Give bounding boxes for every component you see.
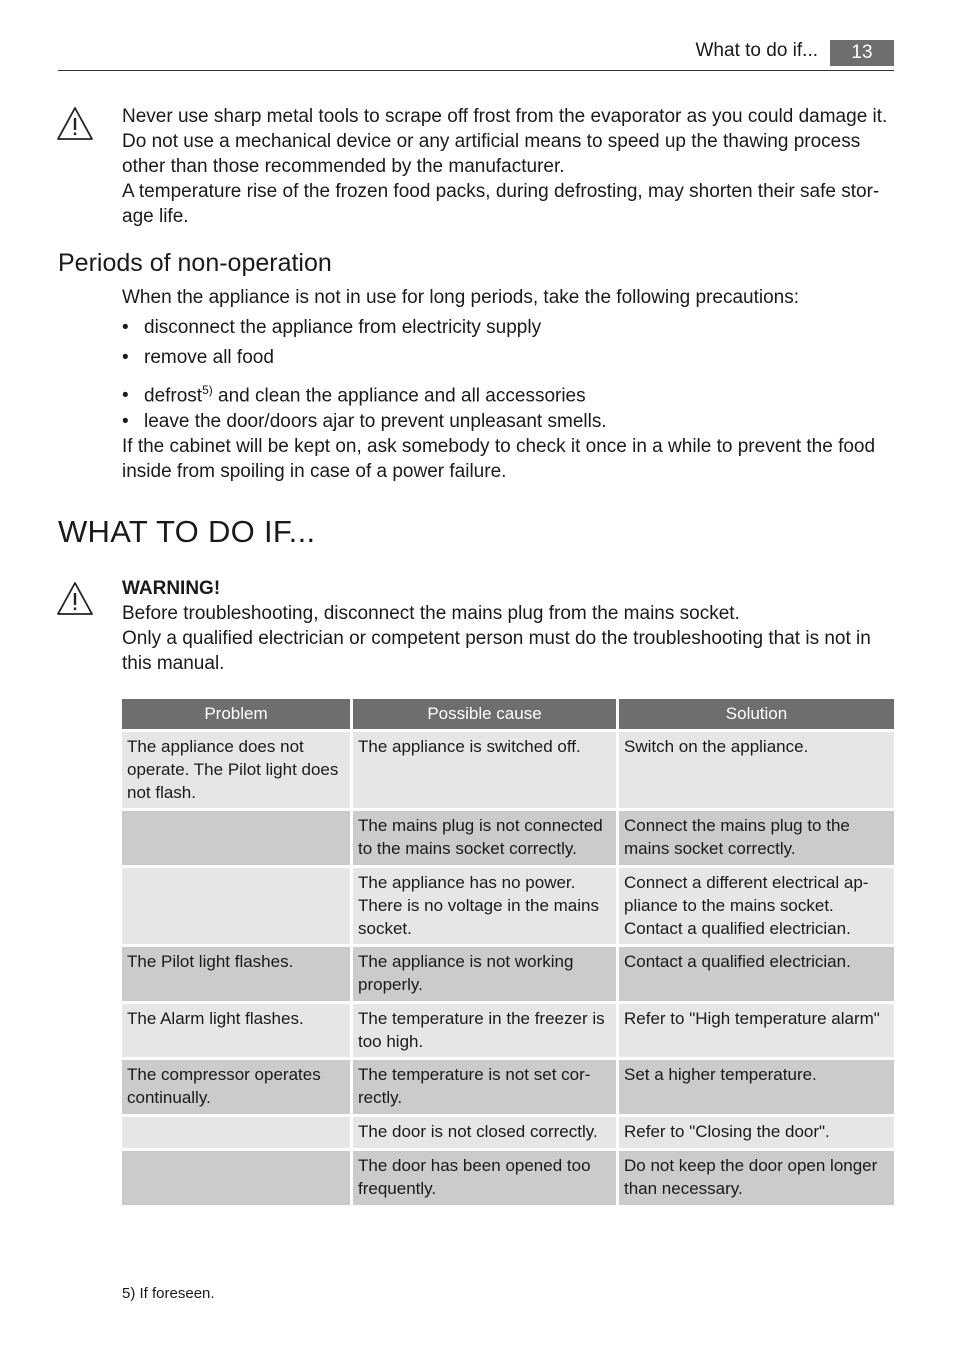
warning-line: Only a qualified electrician or competent person must do the troubleshooting that is not in [122, 628, 871, 649]
table-row [122, 1001, 894, 1057]
warning-block [122, 576, 894, 676]
solution-cell: Switch on the appliance. [619, 729, 894, 808]
solution-cell: Connect the mains plug to the mains socket correctly. [619, 808, 894, 865]
page-number: 13 [830, 40, 894, 66]
problem-cell: The appliance does not operate. The Pilot light does not flash. [122, 729, 353, 808]
cause-cell: The appliance has no power. There is no voltage in the mains socket. [353, 865, 619, 944]
problem-cell [122, 808, 353, 865]
footnote: 5) If foreseen. [122, 1285, 215, 1302]
troubleshooting-table [122, 699, 894, 1205]
table-row [122, 1114, 894, 1148]
table-row [122, 865, 894, 944]
caution-line: age life. [122, 206, 189, 227]
problem-cell: The Alarm light flashes. [122, 1001, 353, 1057]
problem-cell: The Pilot light flashes. [122, 944, 353, 1001]
solution-cell: Set a higher temperature. [619, 1057, 894, 1114]
non-operation-intro: When the appliance is not in use for long periods, take the following precautions: [122, 287, 800, 308]
solution-cell: Connect a different electrical ap-pliance to the mains socket. Contact a qualified electrician. [619, 865, 894, 944]
section-heading-non-operation: Periods of non-operation [58, 249, 332, 277]
caution-line: A temperature rise of the frozen food packs, during defrosting, may shorten their safe stor- [122, 181, 880, 202]
solution-cell: Refer to "High temperature alarm" [619, 1001, 894, 1057]
table-row [122, 729, 894, 808]
list-item: • disconnect the appliance from electricity supply [122, 317, 542, 338]
table-header-row [122, 699, 894, 729]
warning-triangle-icon [56, 106, 94, 142]
header-divider [58, 70, 894, 71]
caution-line: Do not use a mechanical device or any artificial means to speed up the thawing process [122, 131, 861, 152]
table-row [122, 944, 894, 1001]
solution-cell: Do not keep the door open longer than necessary. [619, 1148, 894, 1205]
column-header-solution: Solution [619, 699, 894, 729]
cause-cell: The appliance is not working properly. [353, 944, 619, 1001]
bullet-icon: • [122, 385, 129, 407]
cause-cell: The temperature in the freezer is too high. [353, 1001, 619, 1057]
non-operation-note: If the cabinet will be kept on, ask somebody to check it once in a while to prevent the food inside from spoiling in case of a power failure. [122, 436, 876, 482]
column-header-cause: Possible cause [353, 699, 619, 729]
problem-cell [122, 1114, 353, 1148]
caution-text [122, 104, 894, 229]
table-row [122, 1057, 894, 1114]
warning-line: this manual. [122, 653, 225, 674]
footnote-reference: 5) [202, 383, 213, 397]
bullet-icon: • [122, 411, 129, 432]
cause-cell: The door is not closed correctly. [353, 1114, 619, 1148]
problem-cell: The compressor operates continually. [122, 1057, 353, 1114]
caution-line: other than those recommended by the manufacturer. [122, 156, 565, 177]
running-header-title: What to do if... [695, 40, 818, 61]
list-item: • remove all food [122, 347, 274, 368]
page-title: WHAT TO DO IF... [58, 514, 316, 549]
warning-triangle-icon [56, 581, 94, 617]
list-item: • leave the door/doors ajar to prevent unpleasant smells. [122, 411, 607, 432]
solution-cell: Contact a qualified electrician. [619, 944, 894, 1001]
solution-cell: Refer to "Closing the door". [619, 1114, 894, 1148]
warning-label: WARNING! [122, 578, 221, 599]
caution-line: Never use sharp metal tools to scrape off frost from the evaporator as you could damage it. [122, 106, 888, 127]
table-row [122, 1148, 894, 1205]
warning-line: Before troubleshooting, disconnect the mains plug from the mains socket. [122, 603, 740, 624]
table-row [122, 808, 894, 865]
problem-cell [122, 1148, 353, 1205]
bullet-icon: • [122, 317, 129, 338]
column-header-problem: Problem [122, 699, 353, 729]
cause-cell: The temperature is not set cor-rectly. [353, 1057, 619, 1114]
problem-cell [122, 865, 353, 944]
bullet-icon: • [122, 347, 129, 368]
cause-cell: The appliance is switched off. [353, 729, 619, 808]
cause-cell: The mains plug is not connected to the mains socket correctly. [353, 808, 619, 865]
cause-cell: The door has been opened too frequently. [353, 1148, 619, 1205]
list-item: • defrost$^{5)}$ and clean the appliance and all accessories [122, 383, 586, 407]
